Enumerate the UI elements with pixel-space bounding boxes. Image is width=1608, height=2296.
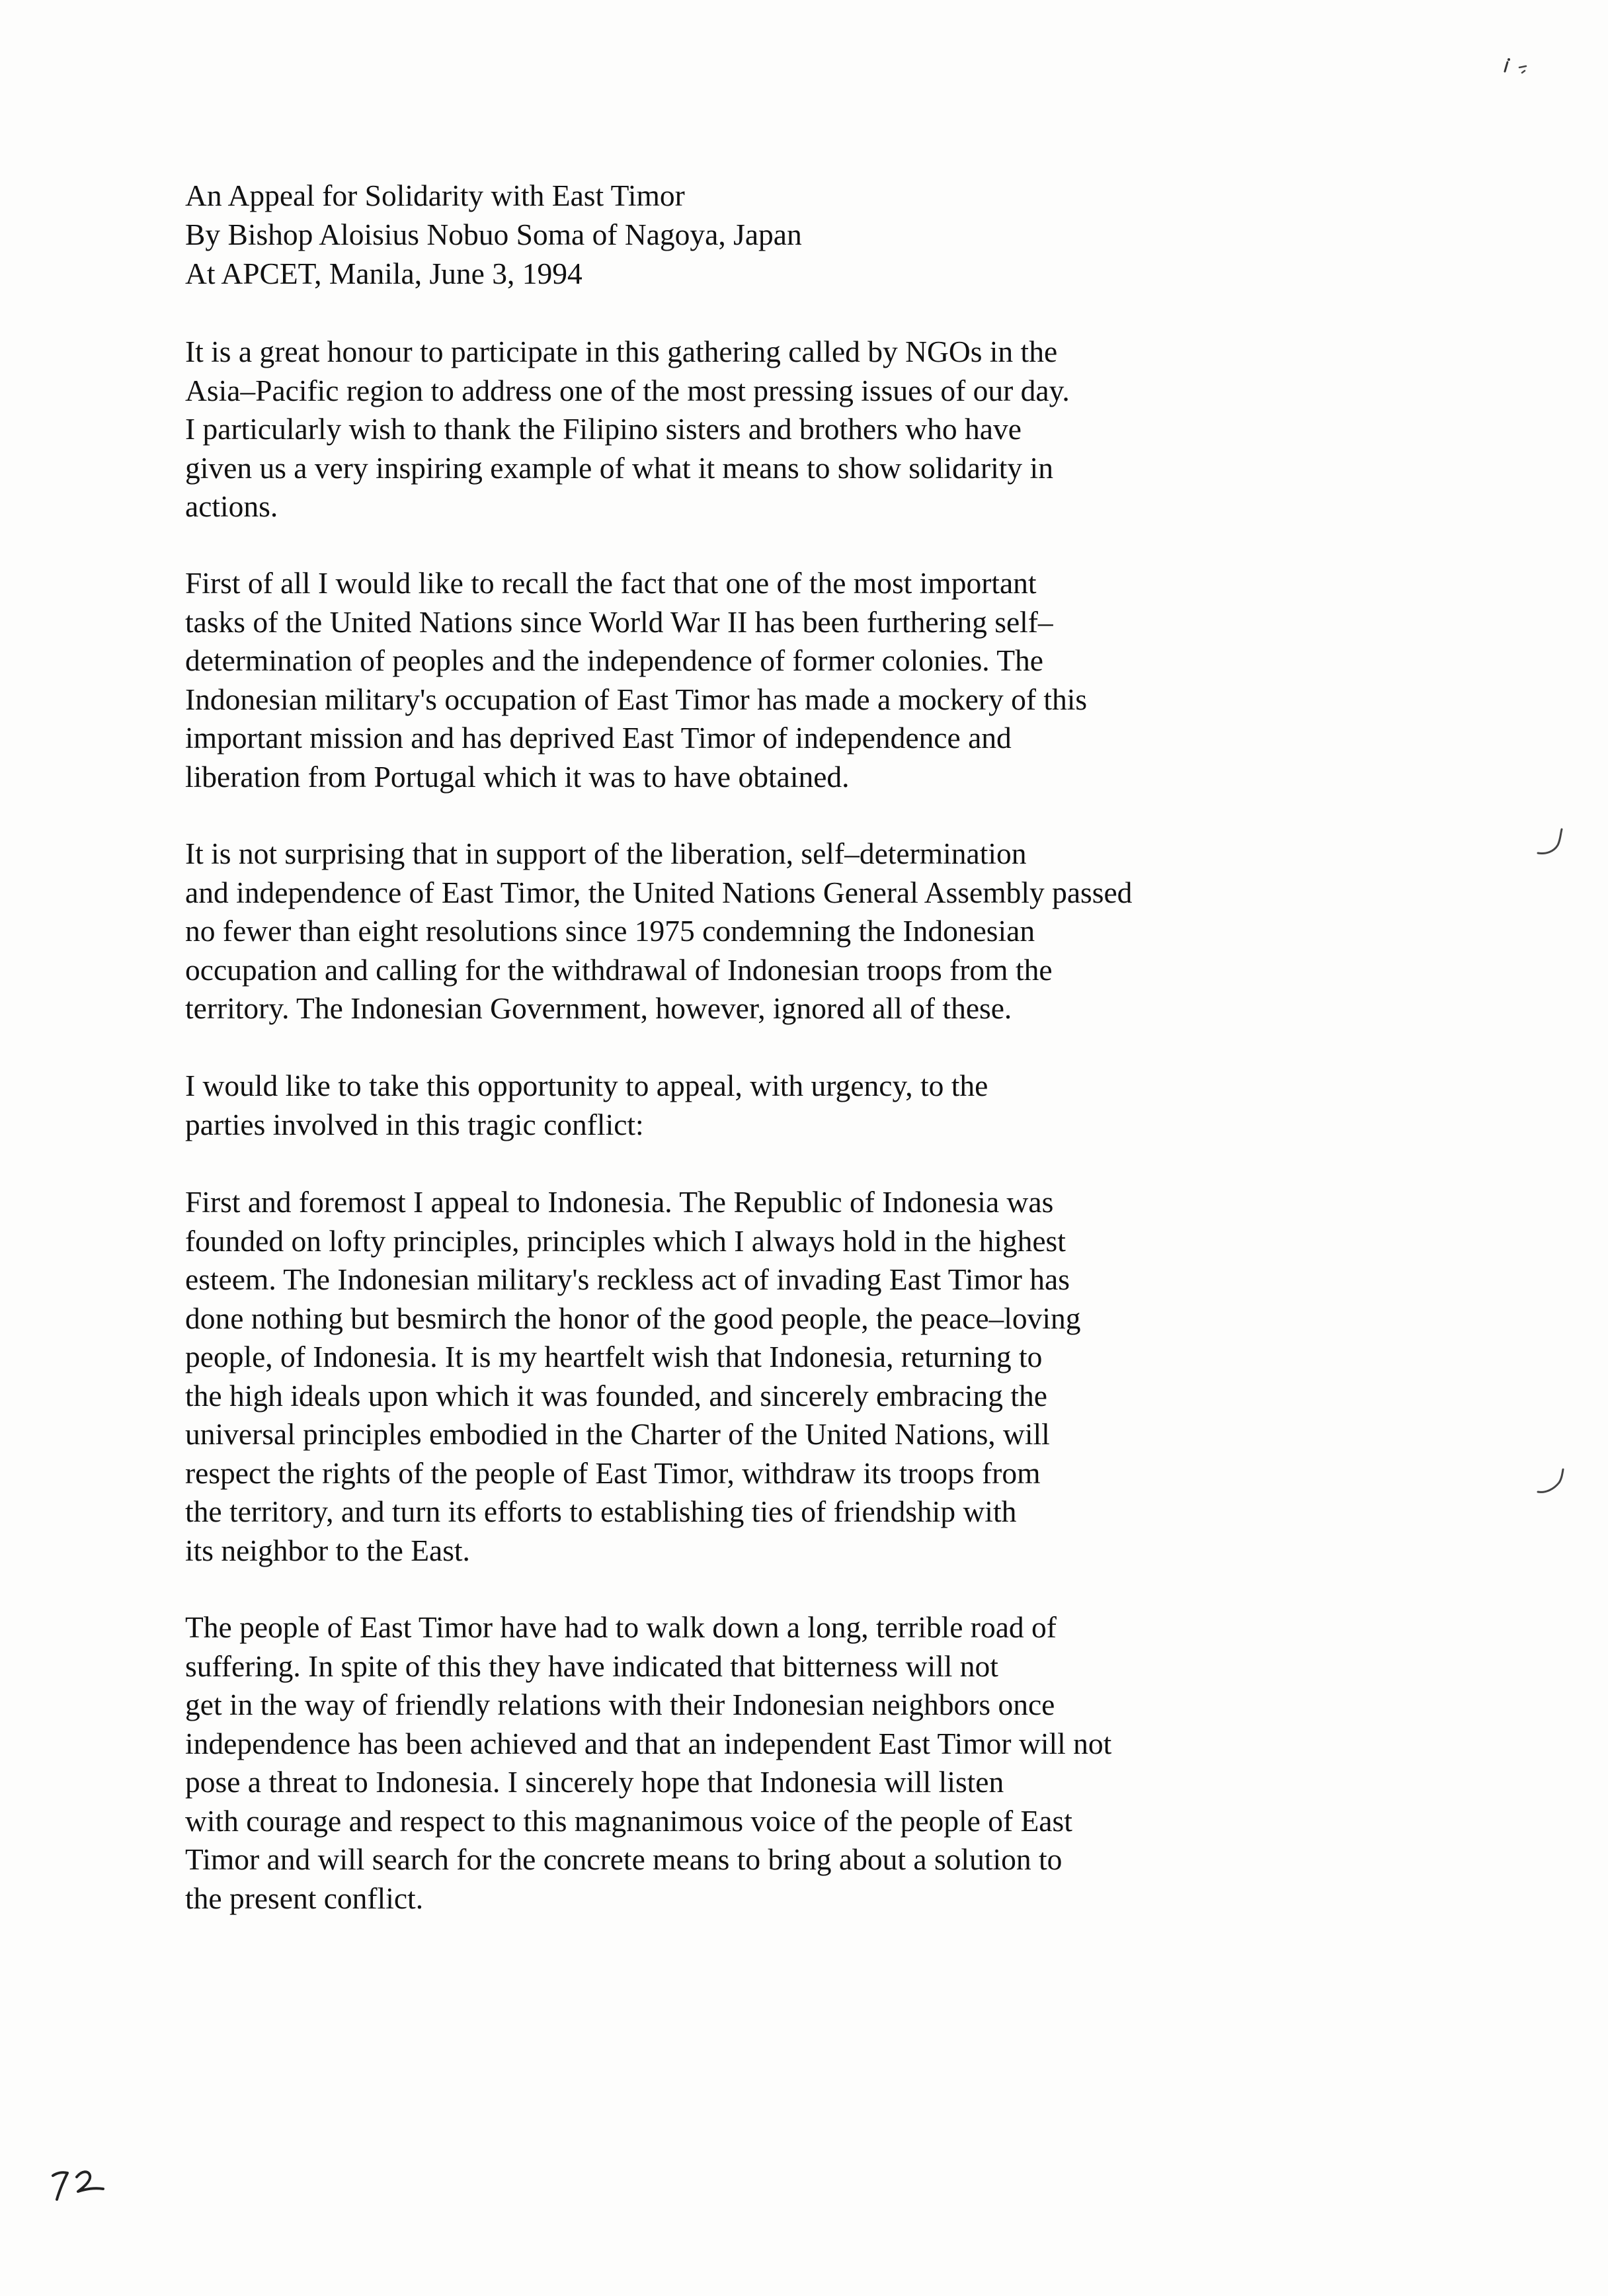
- paragraph-line: It is not surprising that in support of the liberation, self–determination: [185, 837, 1027, 870]
- paragraph-line: its neighbor to the East.: [185, 1533, 470, 1567]
- scan-mark-corner: [1500, 53, 1546, 79]
- paragraph-line: tasks of the United Nations since World War II has been furthering self–: [185, 604, 1053, 639]
- paragraph-line: It is a great honour to participate in this gathering called by NGOs in the: [185, 335, 1058, 368]
- document-title: An Appeal for Solidarity with East Timor: [185, 179, 685, 212]
- paragraph-line: given us a very inspiring example of what it means to show solidarity in: [185, 450, 1053, 485]
- paragraph-line: the present conflict.: [185, 1881, 424, 1915]
- paragraph-3: [185, 835, 1349, 1028]
- paragraph-line: territory. The Indonesian Government, however, ignored all of these.: [185, 991, 1012, 1025]
- paragraph-line: The people of East Timor have had to walk down a long, terrible road of: [185, 1610, 1057, 1644]
- paragraph-line: liberation from Portugal which it was to have obtained.: [185, 759, 850, 794]
- paragraph-line: independence has been achieved and that an independent East Timor will not: [185, 1726, 1112, 1760]
- document-header: [185, 176, 1309, 293]
- paragraph-line: no fewer than eight resolutions since 1975 condemning the Indonesian: [185, 914, 1035, 948]
- paragraph-line: Timor and will search for the concrete means to bring about a solution to: [185, 1842, 1063, 1876]
- paragraph-4: [185, 1067, 1349, 1144]
- paragraph-line: important mission and has deprived East Timor of independence and: [185, 721, 1012, 755]
- paragraph-line: universal principles embodied in the Charter of the United Nations, will: [185, 1417, 1050, 1451]
- paragraph-line: people, of Indonesia. It is my heartfelt wish that Indonesia, returning to: [185, 1340, 1043, 1374]
- paragraph-line: Indonesian military's occupation of East Timor has made a mockery of this: [185, 682, 1088, 716]
- paragraph-line: First of all I would like to recall the fact that one of the most important: [185, 566, 1037, 600]
- paragraph-1: [185, 333, 1349, 526]
- document-author: By Bishop Aloisius Nobuo Soma of Nagoya, Japan: [185, 218, 802, 251]
- margin-tick-mark: [1534, 825, 1574, 865]
- paragraph-line: with courage and respect to this magnanimous voice of the people of East: [185, 1803, 1072, 1838]
- paragraph-line: parties involved in this tragic conflict:: [185, 1107, 644, 1141]
- paragraph-2: [185, 564, 1349, 796]
- handwritten-page-number: [48, 2162, 127, 2209]
- paragraph-line: and independence of East Timor, the United Nations General Assembly passed: [185, 875, 1133, 909]
- paragraph-line: the high ideals upon which it was founded, and sincerely embracing the: [185, 1378, 1047, 1413]
- paragraph-line: esteem. The Indonesian military's reckless act of invading East Timor has: [185, 1262, 1070, 1296]
- paragraph-line: done nothing but besmirch the honor of the good people, the peace–loving: [185, 1301, 1081, 1335]
- paragraph-5: [185, 1183, 1349, 1570]
- paragraph-line: respect the rights of the people of East Timor, withdraw its troops from: [185, 1456, 1041, 1490]
- paragraph-line: Asia–Pacific region to address one of the most pressing issues of our day.: [185, 373, 1070, 407]
- paragraph-line: suffering. In spite of this they have indicated that bitterness will not: [185, 1649, 998, 1683]
- paragraph-line: founded on lofty principles, principles which I always hold in the highest: [185, 1223, 1066, 1258]
- paragraph-line: get in the way of friendly relations with their Indonesian neighbors once: [185, 1688, 1055, 1721]
- paragraph-6: [185, 1608, 1349, 1918]
- paragraph-line: actions.: [185, 489, 278, 523]
- paragraph-line: First and foremost I appeal to Indonesia. The Republic of Indonesia was: [185, 1185, 1054, 1219]
- document-venue-date: At APCET, Manila, June 3, 1994: [185, 257, 583, 290]
- margin-tick-mark: [1534, 1463, 1574, 1502]
- paragraph-line: I particularly wish to thank the Filipino sisters and brothers who have: [185, 412, 1022, 446]
- paragraph-line: determination of peoples and the independence of former colonies. The: [185, 643, 1043, 677]
- paragraph-line: the territory, and turn its efforts to establishing ties of friendship with: [185, 1495, 1017, 1528]
- paragraph-line: occupation and calling for the withdrawal of Indonesian troops from the: [185, 952, 1053, 987]
- paragraph-line: I would like to take this opportunity to appeal, with urgency, to the: [185, 1069, 988, 1102]
- paragraph-line: pose a threat to Indonesia. I sincerely hope that Indonesia will listen: [185, 1765, 1004, 1799]
